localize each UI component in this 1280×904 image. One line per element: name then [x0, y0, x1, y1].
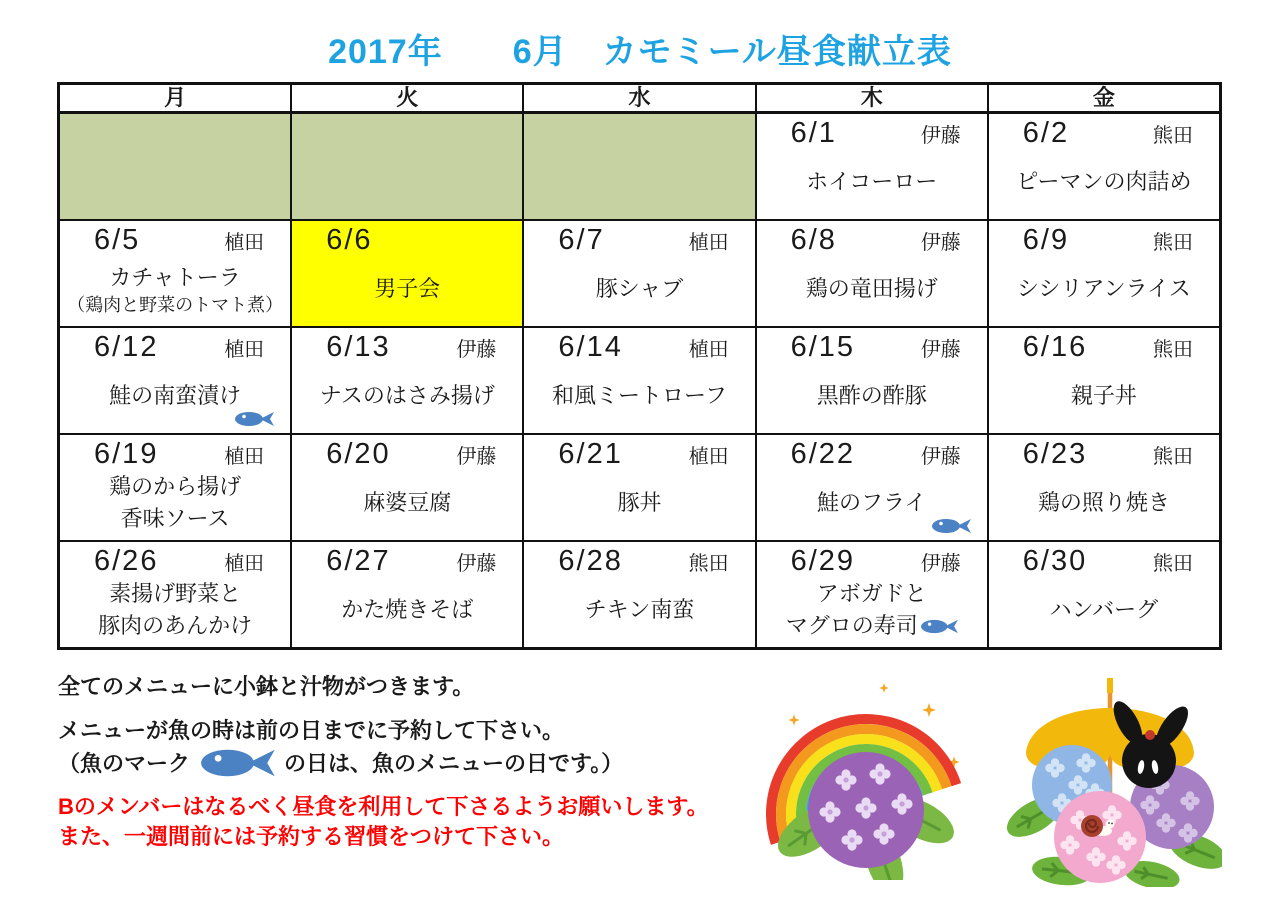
cell-date: 6/6	[326, 224, 373, 256]
day-header: 木	[756, 84, 988, 113]
cell-menu	[989, 578, 1219, 647]
cell-menu	[292, 471, 522, 540]
menu-cell-6-21	[523, 434, 755, 541]
cell-menu	[292, 578, 522, 647]
note-fish-line2-after: の日は、魚のメニューの日です。）	[284, 750, 624, 776]
cell-head	[989, 116, 1219, 150]
cell-date: 6/7	[558, 224, 605, 256]
cell-head	[757, 330, 987, 364]
menu-line: 鶏のから揚げ	[109, 474, 242, 500]
calendar-grid	[57, 82, 1222, 650]
menu-line: 鮭のフライ	[817, 490, 927, 516]
note-fish-line2	[58, 746, 623, 780]
cell-head	[524, 223, 754, 257]
cell-menu	[524, 257, 754, 326]
cell-menu	[60, 257, 290, 326]
menu-cell-6-28	[523, 541, 755, 648]
cell-cook: 植田	[688, 232, 729, 254]
menu-cell-6-22	[756, 434, 988, 541]
menu-line: 鮭の南蛮漬け	[109, 383, 242, 409]
menu-cell-6-15	[756, 327, 988, 434]
menu-cell-6-30	[988, 541, 1220, 648]
cell-cook: 伊藤	[920, 125, 961, 147]
menu-cell-6-27	[291, 541, 523, 648]
cell-cook: 植田	[224, 232, 265, 254]
menu-line: アボガドと	[816, 581, 927, 607]
cell-head	[757, 223, 987, 257]
menu-cell-6-2	[988, 113, 1220, 220]
menu-line: 素揚げ野菜と	[109, 581, 242, 607]
cell-head	[60, 330, 290, 364]
cell-head	[60, 544, 290, 578]
menu-cell-6-14	[523, 327, 755, 434]
menu-line: マグロの寿司	[786, 610, 958, 642]
menu-line: チキン南蛮	[584, 597, 695, 623]
menu-line: 黒酢の酢豚	[816, 383, 927, 409]
cell-date: 6/21	[558, 438, 623, 470]
cell-cook: 植田	[224, 553, 265, 575]
menu-cell-6-23	[988, 434, 1220, 541]
cell-menu	[757, 578, 987, 647]
note-warning-line2: また、一週間前には予約する習慣をつけて下さい。	[58, 823, 565, 849]
cell-menu	[989, 257, 1219, 326]
day-header: 月	[59, 84, 291, 113]
page-title: 2017年 6月 カモミール昼食献立表	[328, 33, 952, 71]
menu-line: 男子会	[374, 276, 441, 302]
day-header: 火	[291, 84, 523, 113]
cell-cook: 熊田	[1152, 553, 1193, 575]
cell-date: 6/8	[790, 224, 837, 256]
cell-menu	[989, 150, 1219, 219]
note-all-menus: 全てのメニューに小鉢と汁物がつきます。	[58, 674, 475, 699]
cell-head	[60, 437, 290, 471]
cell-cook: 熊田	[1152, 446, 1193, 468]
cell-head	[989, 544, 1219, 578]
cell-date: 6/22	[790, 438, 856, 470]
menu-cell-6-13	[291, 327, 523, 434]
note-fish-line2-before: （魚のマーク	[58, 750, 191, 776]
cell-cook: 伊藤	[456, 339, 497, 361]
menu-line: 豚丼	[617, 490, 662, 516]
menu-cell-6-16	[988, 327, 1220, 434]
cell-menu	[292, 364, 522, 433]
day-header: 水	[523, 84, 755, 113]
menu-cell-6-20	[291, 434, 523, 541]
menu-line: かた焼きそば	[341, 597, 474, 623]
menu-line: 麻婆豆腐	[363, 490, 452, 516]
menu-cell-6-8	[756, 220, 988, 327]
rainbow-hydrangea-illustration	[766, 662, 971, 880]
cell-cook: 伊藤	[456, 446, 497, 468]
cell-date: 6/9	[1022, 224, 1070, 256]
note-fish-line1: メニューが魚の時は前の日までに予約して下さい。	[58, 718, 565, 743]
cell-cook: 植田	[688, 446, 729, 468]
cell-date: 6/28	[558, 545, 623, 577]
cell-date: 6/2	[1022, 117, 1070, 149]
cell-head	[524, 330, 754, 364]
cell-head	[757, 116, 987, 150]
cell-cook: 熊田	[688, 553, 729, 575]
menu-line: 鶏の照り焼き	[1037, 490, 1170, 516]
cell-date: 6/13	[326, 331, 391, 363]
note-fish-reservation	[58, 716, 623, 780]
cell-cook: 植田	[224, 446, 265, 468]
cell-date: 6/12	[94, 331, 159, 363]
cell-date: 6/20	[326, 438, 391, 470]
empty-cell	[59, 113, 291, 220]
cell-date: 6/29	[790, 545, 856, 577]
cell-date: 6/19	[94, 438, 159, 470]
note-warning-line1: Bのメンバーはなるべく昼食を利用して下さるようお願いします。	[58, 794, 709, 819]
menu-cell-6-1	[756, 113, 988, 220]
cell-head	[989, 437, 1219, 471]
cell-head	[60, 223, 290, 257]
cell-cook: 伊藤	[456, 553, 497, 575]
cell-cook: 熊田	[1152, 125, 1193, 147]
cell-date: 6/5	[94, 224, 141, 256]
cell-head	[292, 544, 522, 578]
cell-head	[989, 330, 1219, 364]
cell-menu	[524, 471, 754, 540]
cell-date: 6/15	[790, 331, 856, 363]
menu-line: シシリアンライス	[1017, 276, 1191, 302]
cell-date: 6/1	[790, 117, 837, 149]
empty-cell	[523, 113, 755, 220]
cell-cook: 植田	[688, 339, 729, 361]
cell-date: 6/30	[1022, 545, 1088, 577]
empty-cell	[291, 113, 523, 220]
cell-head	[292, 330, 522, 364]
cell-menu	[60, 578, 290, 647]
menu-cell-6-19	[59, 434, 291, 541]
menu-line: ホイコーロー	[806, 169, 938, 195]
day-header: 金	[988, 84, 1220, 113]
cell-menu	[757, 257, 987, 326]
menu-line: カチャトーラ	[109, 265, 241, 291]
cell-head	[989, 223, 1219, 257]
fish-icon	[234, 410, 274, 428]
menu-line: 豚肉のあんかけ	[98, 613, 253, 638]
menu-cell-6-5	[59, 220, 291, 327]
menu-subtitle: （鶏肉と野菜のトマト煮）	[67, 295, 284, 316]
menu-cell-6-9	[988, 220, 1220, 327]
menu-line: ピーマンの肉詰め	[1016, 169, 1192, 195]
cell-menu	[60, 471, 290, 540]
cell-date: 6/27	[326, 545, 391, 577]
cell-cook: 伊藤	[920, 553, 961, 575]
menu-cell-6-12	[59, 327, 291, 434]
cell-head	[292, 437, 522, 471]
cell-date: 6/16	[1022, 331, 1088, 363]
umbrella-hydrangea-illustration	[1000, 665, 1222, 887]
cell-date: 6/26	[94, 545, 159, 577]
cell-cook: 熊田	[1152, 232, 1193, 254]
cell-head	[524, 544, 754, 578]
menu-cell-6-29	[756, 541, 988, 648]
fish-icon	[196, 746, 278, 780]
fish-icon	[931, 517, 971, 535]
cell-menu	[989, 471, 1219, 540]
cell-menu	[989, 364, 1219, 433]
menu-line: ナスのはさみ揚げ	[319, 383, 495, 409]
menu-line: 和風ミートローフ	[552, 383, 727, 409]
cell-cook: 熊田	[1152, 339, 1193, 361]
menu-cell-6-7	[523, 220, 755, 327]
menu-line: 香味ソース	[120, 506, 230, 531]
cell-cook: 伊藤	[920, 446, 961, 468]
cell-menu	[292, 257, 522, 326]
cell-menu	[757, 364, 987, 433]
cell-head	[757, 544, 987, 578]
menu-line: 豚シャブ	[595, 276, 684, 302]
note-warning	[58, 792, 709, 851]
menu-cell-6-6	[291, 220, 523, 327]
cell-cook: 植田	[224, 339, 265, 361]
menu-line: 親子丼	[1070, 383, 1137, 409]
cell-date: 6/23	[1022, 438, 1088, 470]
cell-head	[524, 437, 754, 471]
cell-cook: 伊藤	[920, 232, 961, 254]
cell-cook: 伊藤	[920, 339, 961, 361]
menu-line: 鶏の竜田揚げ	[805, 276, 938, 302]
cell-menu	[524, 578, 754, 647]
cell-head	[292, 223, 522, 257]
menu-line: ハンバーグ	[1049, 597, 1159, 623]
cell-menu	[524, 364, 754, 433]
fish-icon	[920, 618, 958, 635]
cell-head	[757, 437, 987, 471]
menu-cell-6-26	[59, 541, 291, 648]
cell-menu	[757, 150, 987, 219]
cell-date: 6/14	[558, 331, 623, 363]
